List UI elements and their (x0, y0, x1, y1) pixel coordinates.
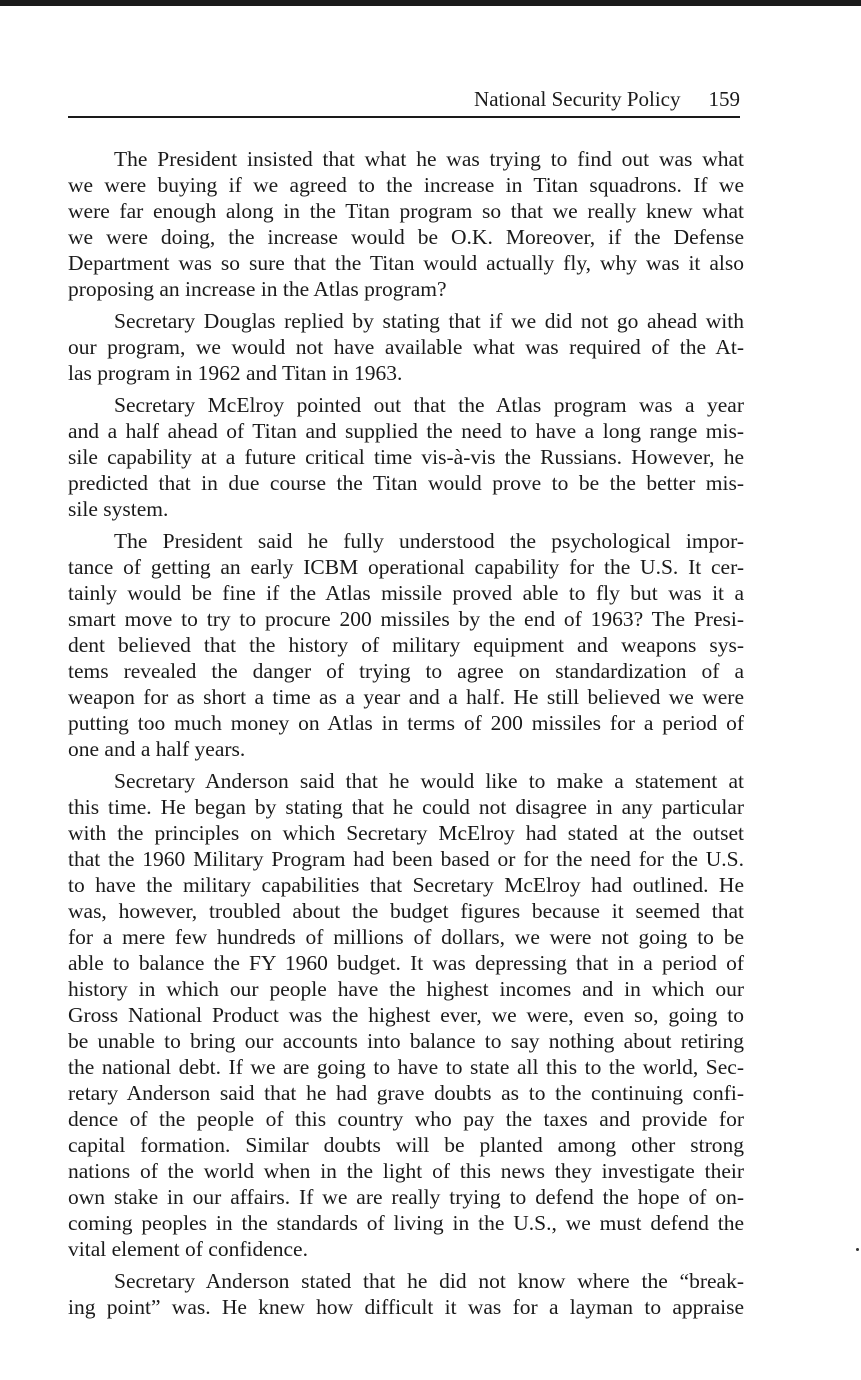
header-title: National Security Policy (474, 87, 681, 111)
text-line: was, however, troubled about the budget figures because it seemed that (68, 899, 744, 923)
text-line: putting too much money on Atlas in terms of 200 missiles for a period of (68, 711, 744, 735)
text-line: nations of the world when in the light of this news they investigate their (68, 1159, 744, 1183)
text-line: own stake in our affairs. If we are really trying to defend the hope of on- (68, 1185, 744, 1209)
page-top-edge (0, 0, 861, 6)
text-line: The President said he fully understood the psychological impor- (114, 529, 744, 553)
text-line: be unable to bring our accounts into balance to say nothing about retiring (68, 1029, 744, 1053)
text-line: this time. He began by stating that he could not disagree in any particular (68, 795, 744, 819)
text-line: Gross National Product was the highest ever, we were, even so, going to (68, 1003, 744, 1027)
text-line: retary Anderson said that he had grave doubts as to the continuing confi- (68, 1081, 744, 1105)
paragraph (68, 768, 744, 1262)
text-line: weapon for as short a time as a year and a half. He still believed we were (68, 685, 744, 709)
text-line: that the 1960 Military Program had been based or for the need for the U.S. (68, 847, 744, 871)
text-line: capital formation. Similar doubts will be planted among other strong (68, 1133, 744, 1157)
text-line: Secretary Anderson said that he would like to make a statement at (114, 769, 744, 793)
text-line: sile system. (68, 497, 169, 521)
text-line: tainly would be fine if the Atlas missile proved able to fly but was it a (68, 581, 744, 605)
paragraph (68, 1268, 744, 1320)
paragraph (68, 392, 744, 522)
text-line: our program, we would not have available what was required of the At- (68, 335, 744, 359)
text-line: las program in 1962 and Titan in 1963. (68, 361, 403, 385)
text-line: The President insisted that what he was trying to find out was what (114, 147, 744, 171)
text-line: ing point” was. He knew how difficult it was for a layman to appraise (68, 1295, 744, 1319)
text-line: Secretary Anderson stated that he did not know where the “break- (114, 1269, 744, 1293)
text-line: for a mere few hundreds of millions of dollars, we were not going to be (68, 925, 744, 949)
paragraph (68, 308, 744, 386)
text-line: Department was so sure that the Titan would actually fly, why was it also (68, 251, 744, 275)
text-line: coming peoples in the standards of living in the U.S., we must defend the (68, 1211, 744, 1235)
text-line: dence of the people of this country who pay the taxes and provide for (68, 1107, 744, 1131)
text-line: predicted that in due course the Titan would prove to be the better mis- (68, 471, 744, 495)
text-line: sile capability at a future critical time vis-à-vis the Russians. However, he (68, 445, 744, 469)
page-number: 159 (708, 87, 740, 111)
text-line: smart move to try to procure 200 missiles by the end of 1963? The Presi- (68, 607, 744, 631)
text-line: we were buying if we agreed to the increase in Titan squadrons. If we (68, 173, 744, 197)
header-text (474, 86, 740, 112)
text-line: Secretary McElroy pointed out that the Atlas program was a year (114, 393, 744, 417)
text-line: able to balance the FY 1960 budget. It was depressing that in a period of (68, 951, 744, 975)
body-text (68, 146, 744, 1326)
text-line: and a half ahead of Titan and supplied the need to have a long range mis- (68, 419, 744, 443)
text-line: history in which our people have the highest incomes and in which our (68, 977, 744, 1001)
text-line: dent believed that the history of military equipment and weapons sys- (68, 633, 744, 657)
text-line: tems revealed the danger of trying to agree on standardization of a (68, 659, 744, 683)
text-line: proposing an increase in the Atlas program? (68, 277, 447, 301)
text-line: to have the military capabilities that Secretary McElroy had outlined. He (68, 873, 744, 897)
paragraph (68, 528, 744, 762)
running-header (68, 84, 740, 118)
text-line: we were doing, the increase would be O.K. Moreover, if the Defense (68, 225, 744, 249)
paragraph (68, 146, 744, 302)
scan-speck (856, 1248, 859, 1251)
text-line: one and a half years. (68, 737, 246, 761)
text-line: were far enough along in the Titan program so that we really knew what (68, 199, 744, 223)
text-line: vital element of confidence. (68, 1237, 308, 1261)
text-line: with the principles on which Secretary McElroy had stated at the outset (68, 821, 744, 845)
text-line: the national debt. If we are going to have to state all this to the world, Sec- (68, 1055, 744, 1079)
text-line: Secretary Douglas replied by stating that if we did not go ahead with (114, 309, 744, 333)
text-line: tance of getting an early ICBM operational capability for the U.S. It cer- (68, 555, 744, 579)
